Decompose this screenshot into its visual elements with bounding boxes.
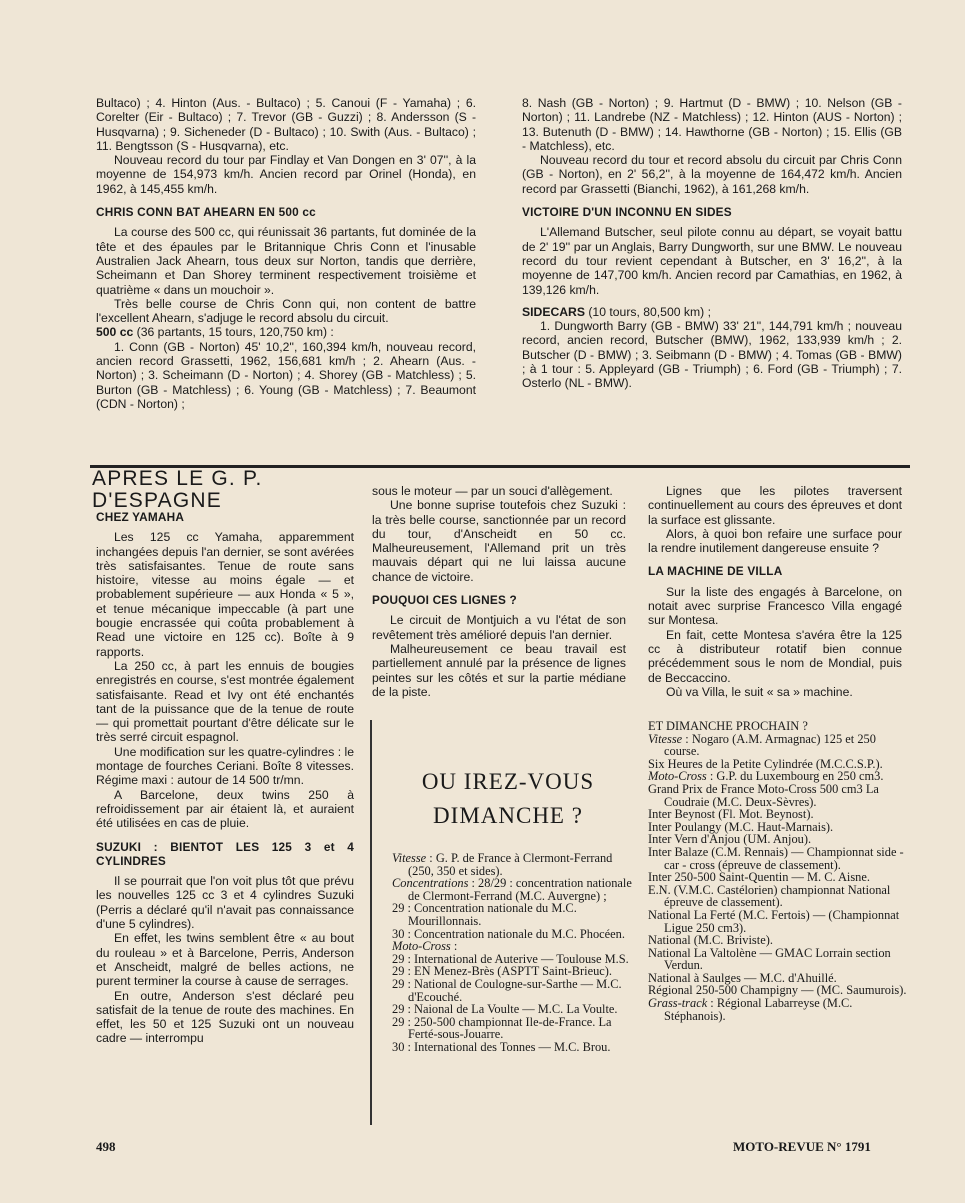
article-column-2 (372, 484, 626, 699)
event-text: 29 : 250-500 championnat Ile-de-France. La Ferté-sous-Jouarre. (392, 1014, 612, 1042)
results-sidecars: 1. Dungworth Barry (GB - BMW) 33' 21'', 144,791 km/h ; nouveau record, ancien record, Butscher (BMW), 1962, 133,939 km/h ; 2. Butscher (D - BMW) ; 3. Seibmann (D - BMW) ; 4. Tomas (GB - BMW) ; à 1 tour : 5. Appleyard (GB - Triumph) ; 6. Ford (GB - Triumph) ; 7. Osterlo (NL - BMW). (522, 319, 902, 391)
event-text: E.N. (V.M.C. Castélorien) championnat National épreuve de classement). (648, 882, 891, 910)
event-text: 29 : EN Menez-Brès (ASPTT Saint-Brieuc). (392, 964, 613, 979)
results-125-continued: Bultaco) ; 4. Hinton (Aus. - Bultaco) ; 5. Canoui (F - Yamaha) ; 6. Corelter (Eir - Bultaco) ; 7. Trevor (GB - Guzzi) ; 8. Andersson (S - Husqvarna) ; 9. Sicheneder (D - Bultaco) ; 10. Swith (Aus. - Bultaco) ; 11. Bengtsson (S - Husqvarna), etc. (96, 96, 476, 153)
event-text: 29 : Concentration nationale du M.C. Mourillonnais. (392, 901, 577, 928)
heading-yamaha: CHEZ YAMAHA (96, 510, 185, 524)
event-item (392, 852, 634, 877)
paragraph-villa-entry: Sur la liste des engagés à Barcelone, on notait avec surprise Francesco Villa engagé sur Montesa. (648, 584, 902, 628)
events-box-title: OU IREZ-VOUS DIMANCHE ? (421, 769, 595, 828)
article-column-1 (96, 510, 354, 1046)
event-text: Inter Beynost (Fl. Mot. Beynost). (648, 807, 814, 822)
event-item (648, 909, 910, 934)
event-item (392, 1016, 634, 1041)
event-text: 29 : International de Auterive — Toulouse M.S. (392, 951, 629, 966)
paragraph-500cc-race: La course des 500 cc, qui réunissait 36 partants, fut dominée de la tête et des épaules par le Britannique Chris Conn et l'inusable Australien Jack Ahearn, tous deux sur Norton, tandis que derrière, Scheimann et Dan Shorey terminent respectivement troisième et quatrième « dans un mouchoir ». (96, 225, 476, 297)
class-label-500: 500 cc (96, 325, 134, 340)
race-info-sidecars: (10 tours, 80,500 km) ; (588, 304, 711, 319)
event-text: National (M.C. Briviste). (648, 933, 773, 948)
event-text: : (450, 939, 458, 954)
paragraph-suzuki-frame: En outre, Anderson s'est déclaré peu satisfait de la tenue de route des machines. En effet, les 50 et 125 Suzuki ont un nouveau cadre — interrompu (96, 988, 354, 1046)
event-text: ET DIMANCHE PROCHAIN ? (648, 719, 808, 733)
event-text: : G. P. de France à Clermont-Ferrand (250, 350 et sides). (408, 851, 613, 878)
event-item (392, 978, 634, 1003)
event-item (648, 884, 910, 909)
paragraph-surface: Alors, à quoi bon refaire une surface pour la rendre inutilement dangereuse ensuite ? (648, 526, 902, 556)
heading-lignes: POUQUOI CES LIGNES ? (372, 593, 517, 608)
record-125: Nouveau record du tour par Findlay et Van Dongen en 3' 07'', à la moyenne de 154,973 km/h. Ancien record par Orinel (Honda), en 1962, à 145,455 km/h. (96, 153, 476, 196)
events-this-sunday (392, 852, 634, 1054)
event-text: Inter Balaze (C.M. Rennais) — Championnat side - car - cross (épreuve de classement). (648, 844, 904, 872)
race-info-500: (36 partants, 15 tours, 120,750 km) : (136, 325, 334, 340)
paragraph-lignes: Malheureusement ce beau travail est partiellement annulé par la présence de lignes peintes sur les côtés et sur la partie médiane de la piste. (372, 641, 626, 699)
magazine-issue: MOTO-REVUE N° 1791 (733, 1139, 871, 1154)
paragraph-montjuich: Le circuit de Montjuich a vu l'état de son revêtement très amélioré depuis l'an dernier. (372, 613, 626, 642)
events-next-sunday (648, 720, 910, 1022)
event-text: National à Saulges — M.C. d'Ahuillé. (648, 970, 837, 985)
event-item (392, 1041, 634, 1054)
event-text: Inter Poulangy (M.C. Haut-Marnais). (648, 819, 834, 834)
event-item (392, 902, 634, 927)
paragraph-montesa: En fait, cette Montesa s'avéra être la 125 cc à distributeur rotatif bien connue précédemment sous le nom de Mondial, puis de Beccaccino. (648, 627, 902, 685)
paragraph-anscheidt: Une bonne suprise toutefois chez Suzuki : la très belle course, sanctionnée par un record du tour, d'Anscheidt en 50 cc. Malheureusement, l'Allemand prit un très mauvais départ qui ne lui laissa aucune chance de victoire. (372, 498, 626, 584)
paragraph-yamaha-twins: A Barcelone, deux twins 250 à refroidissement par air étaient là, et auraient été utilisées en cas de pluie. (96, 787, 354, 831)
event-text: Inter Vern d'Anjou (UM. Anjou). (648, 832, 812, 847)
paragraph-suzuki-new: Il se pourrait que l'on voit plus tôt que prévu les nouvelles 125 cc 3 et 4 cylindres Suzuki (Perris a déclaré qu'il n'avait pas connaissance d'une 5 cylindres). (96, 874, 354, 932)
article-column-3 (648, 484, 902, 699)
heading-sides: VICTOIRE D'UN INCONNU EN SIDES (522, 205, 732, 220)
event-item (648, 733, 910, 758)
event-text: Régional 250-500 Champigny — (MC. Saumurois). (648, 983, 907, 998)
event-item (648, 783, 910, 808)
paragraph-suzuki-twins: En effet, les twins semblent être « au bout du rouleau » et à Barcelone, Perris, Anderson et Anscheidt, malgré de belles actions, ne purent terminer la course à cause de serrages. (96, 931, 354, 989)
event-text: 29 : National de Coulogne-sur-Sarthe — M.C. d'Ecouché. (392, 976, 622, 1004)
paragraph-villa-machine: Où va Villa, le suit « sa » machine. (666, 684, 853, 699)
event-text: 30 : International des Tonnes — M.C. Brou. (392, 1039, 611, 1054)
results-500-continued: 8. Nash (GB - Norton) ; 9. Hartmut (D - BMW) ; 10. Nelson (GB - Norton) ; 11. Landrebe (NZ - Matchless) ; 12. Hinton (AUS - Norton) ; 13. Butenuth (D - BMW) ; 14. Hawthorne (GB - Norton) ; 15. Ellis (GB - Matchless), etc. (522, 96, 902, 153)
paragraph-yamaha-250: La 250 cc, à part les ennuis de bougies enregistrés en course, s'est montrée également satisfaisante. Read et Ivy ont été enchantés tant de la puissance que de la tenue de route — qui promettait pourtant d'être délicate sur le très serré circuit espagnol. (96, 658, 354, 745)
event-category: Grass-track (648, 996, 708, 1011)
event-text: Six Heures de la Petite Cylindrée (M.C.C.S.P.). (648, 756, 883, 771)
paragraph-sides: L'Allemand Butscher, seul pilote connu au départ, se voyait battu de 2' 19'' par un Anglais, Barry Dungworth, sur une BMW. Le nouveau record du tour revient cependant à Butscher, en 3' 16,2'', à la moyenne de 147,700 km/h. Ancien record par Camathias, en 1962, à 139,126 km/h. (522, 225, 902, 297)
heading-suzuki: SUZUKI : BIENTOT LES 125 3 et 4 CYLINDRES (96, 839, 354, 868)
heading-500cc: CHRIS CONN BAT AHEARN EN 500 cc (96, 205, 316, 220)
heading-villa: LA MACHINE DE VILLA (648, 564, 783, 579)
results-sidecars-header (522, 305, 902, 319)
event-item (648, 997, 910, 1022)
event-text: : G.P. du Luxembourg en 250 cm3. (706, 769, 884, 784)
record-500: Nouveau record du tour et record absolu du circuit par Chris Conn (GB - Norton), en 2' 56,2'', à la moyenne de 164,472 km/h. Ancien record par Grassetti (Bianchi, 1962), à 161,268 km/h. (522, 153, 902, 196)
event-text: National La Valtolène — GMAC Lorrain section Verdun. (648, 945, 891, 973)
event-text: Inter 250-500 Saint-Quentin — M. C. Aisne. (648, 870, 870, 885)
event-text: Grand Prix de France Moto-Cross 500 cm3 La Coudraie (M.C. Deux-Sèvres). (648, 781, 879, 809)
paragraph-suzuki-frame-end: sous le moteur — par un souci d'allègement. (372, 484, 613, 498)
results-column-right (522, 96, 902, 391)
event-category: Vitesse (392, 851, 427, 865)
results-500-header (96, 325, 476, 339)
event-category: Moto-Cross (648, 769, 707, 784)
results-500: 1. Conn (GB - Norton) 45' 10,2'', 160,394 km/h, nouveau record, ancien record Grassetti, 1962, 156,681 km/h ; 2. Ahearn (Aus. - Norton) ; 3. Scheimann (D - Norton) ; 4. Shorey (GB - Matchless) ; 5. Burton (GB - Matchless) ; 6. Young (GB - Matchless) ; 7. Beaumont (CDN - Norton) ; (96, 339, 476, 411)
event-category: Moto-Cross (392, 939, 451, 954)
event-item (648, 947, 910, 972)
event-item (648, 846, 910, 871)
article-title: APRES LE G. P. D'ESPAGNE (92, 467, 263, 512)
event-category: Vitesse (648, 731, 683, 746)
page-number: 498 (96, 1139, 116, 1154)
event-category: Concentrations (392, 876, 469, 891)
paragraph-conn-record: Très belle course de Chris Conn qui, non content de battre l'excellent Ahearn, s'adjuge le record absolu du circuit. (96, 296, 476, 326)
event-text: 30 : Concentration nationale du M.C. Phocéen. (392, 926, 625, 941)
event-text: 29 : Naional de La Voulte — M.C. La Voulte. (392, 1002, 618, 1017)
event-text: : Nogaro (A.M. Armagnac) 125 et 250 course. (664, 731, 876, 759)
paragraph-yamaha-125: Les 125 cc Yamaha, apparemment inchangées depuis l'an dernier, se sont avérées très satisfaisantes. Tenue de route sans histoire, vitesse au moins égale — et probablement supérieure — aux Honda « 5 », et tenue mécanique impeccable (à part une bougie encrassée qui coûta probablement à Read une victoire en 125 cc). Boîte à 9 rapports. (96, 530, 354, 659)
event-text: National La Ferté (M.C. Fertois) — (Championnat Ligue 250 cm3). (648, 907, 900, 935)
results-column-left (96, 96, 476, 411)
paragraph-lignes-continued: Lignes que les pilotes traversent continuellement au cours des épreuves et dont la surface est glissante. (648, 484, 902, 527)
paragraph-yamaha-4cyl: Une modification sur les quatre-cylindres : le montage de fourches Ceriani. Boîte 8 vitesses. Régime maxi : autour de 14 500 tr/mn. (96, 744, 354, 788)
event-text: : Régional Labarreyse (M.C. Stéphanois). (664, 996, 853, 1023)
class-label-sidecars: SIDECARS (522, 304, 585, 319)
event-item (392, 877, 634, 902)
event-text: : 28/29 : concentration nationale de Clermont-Ferrand (M.C. Auvergne) ; (408, 876, 632, 903)
